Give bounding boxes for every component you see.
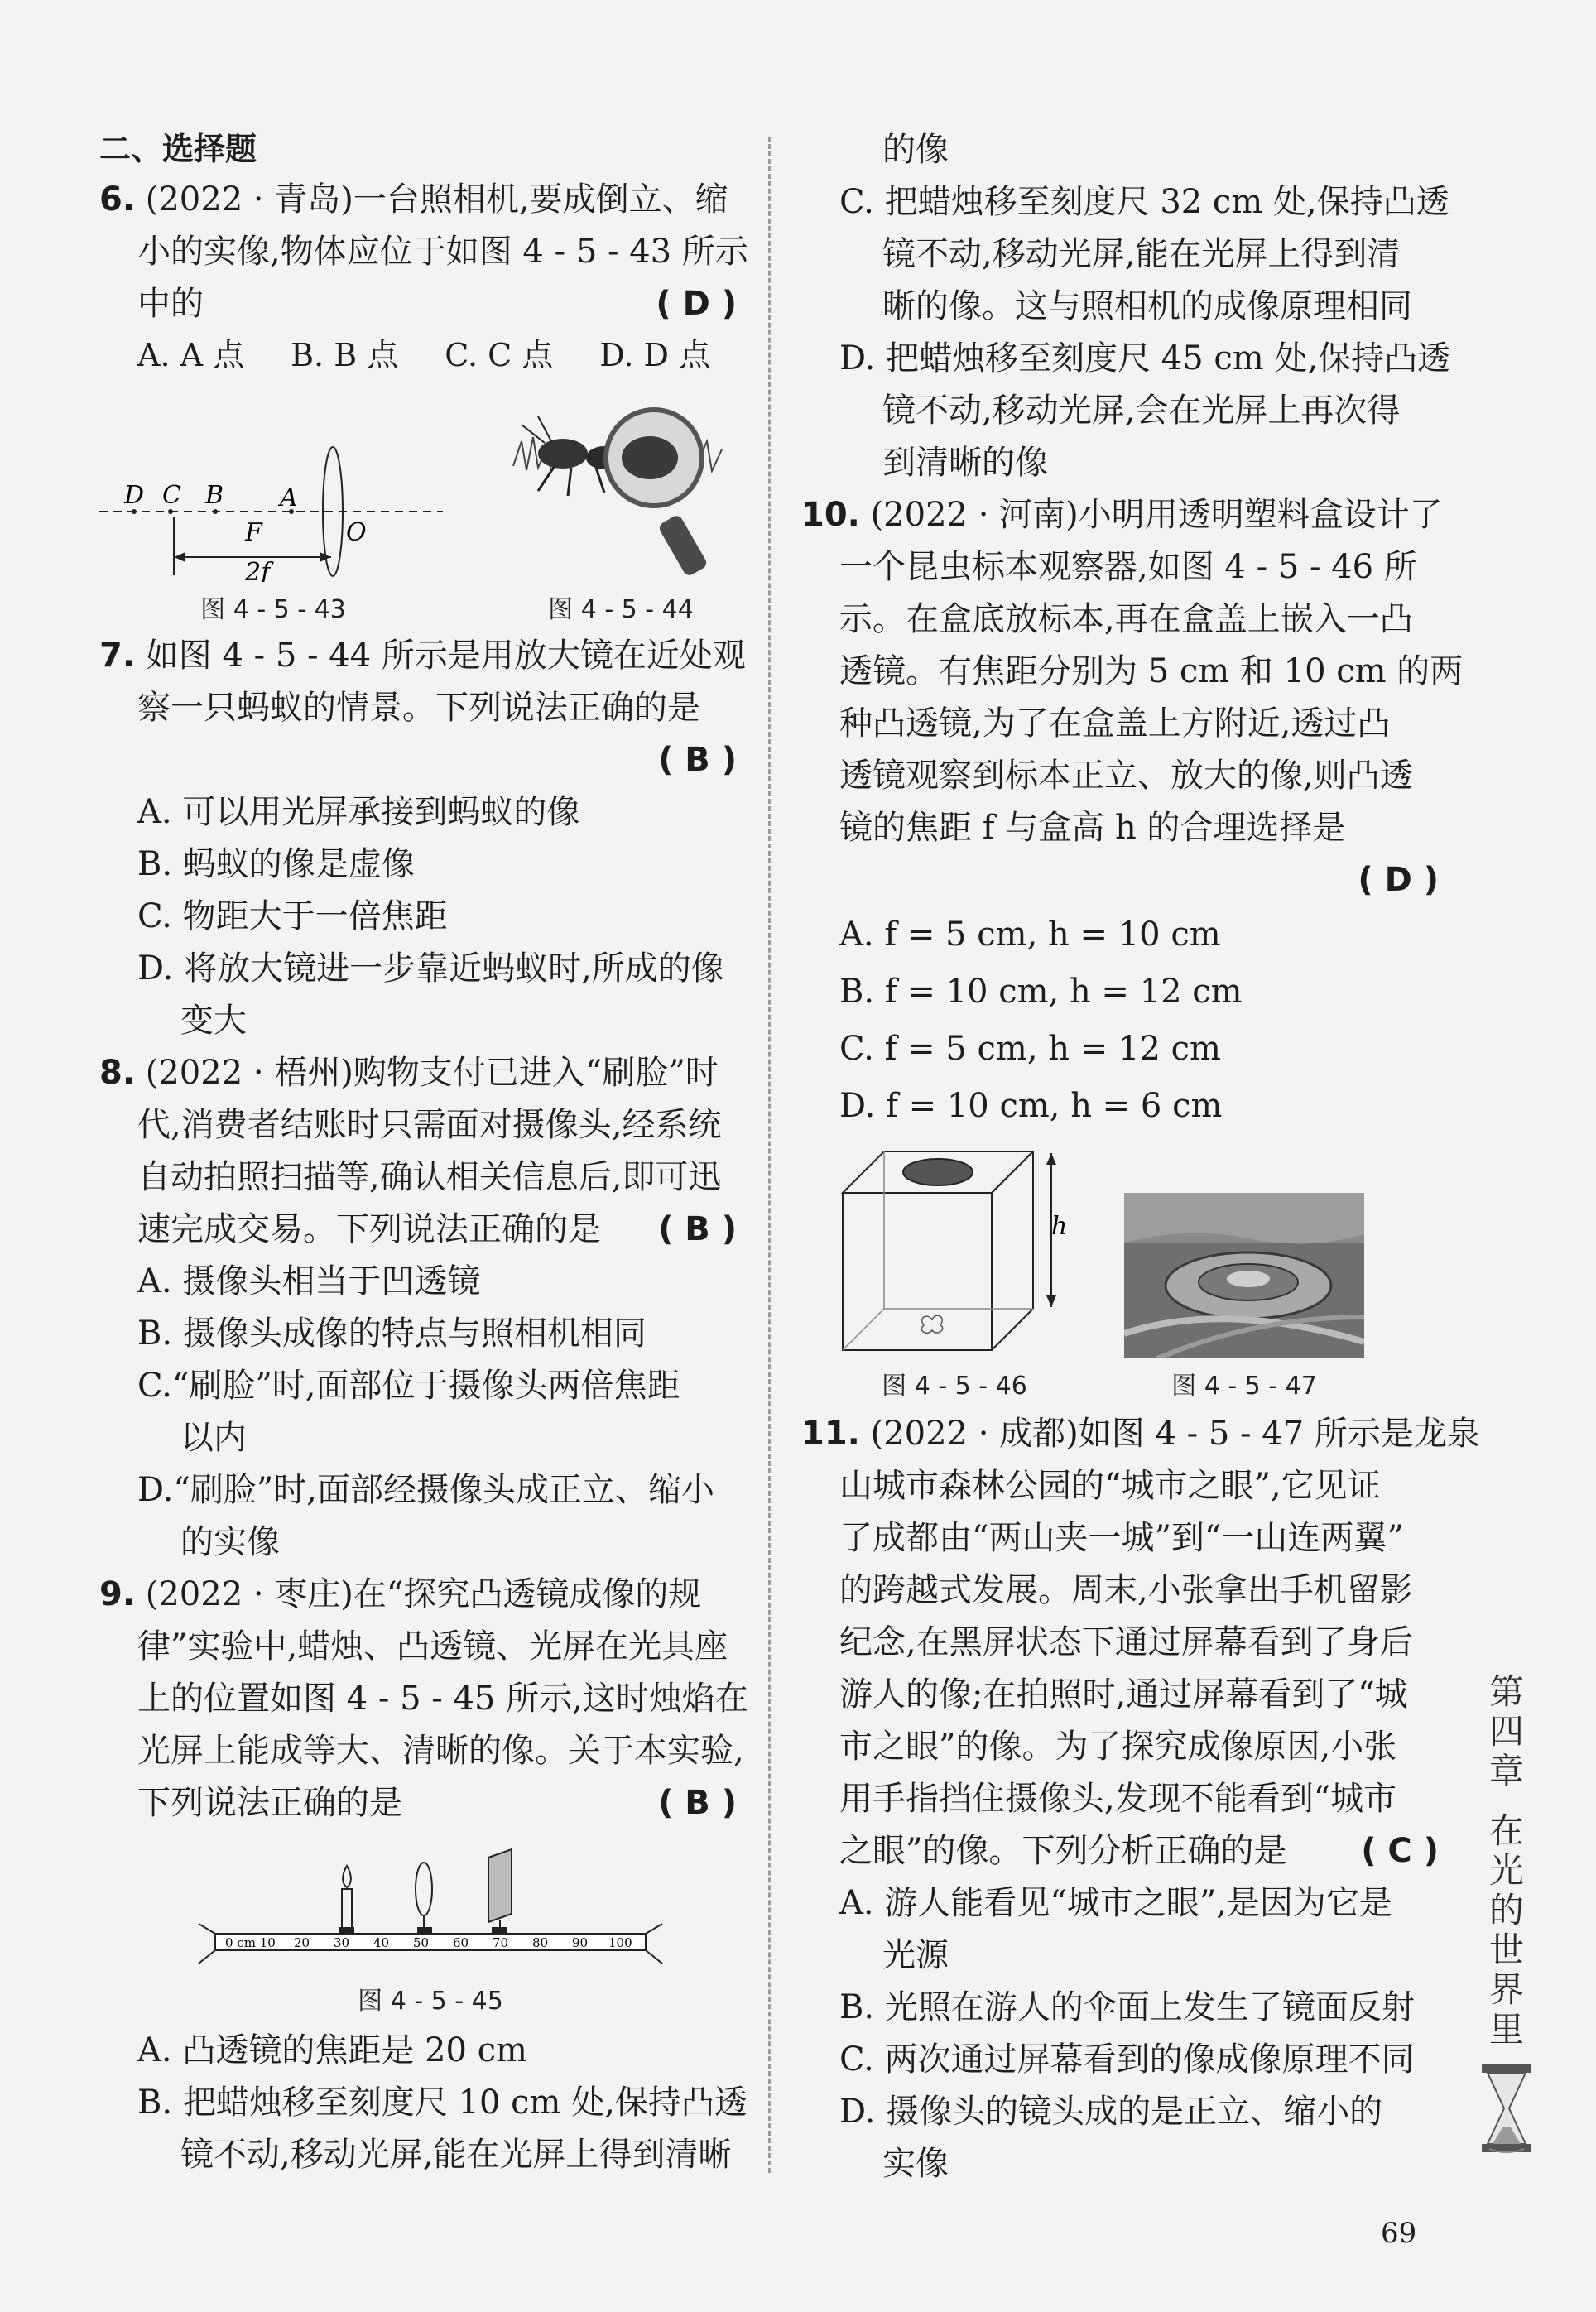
question-text: 透镜观察到标本正立、放大的像,则凸透: [839, 757, 1413, 795]
option-continuation: 镜不动,移动光屏,能在光屏上得到清晰: [180, 2136, 732, 2174]
option-continuation: 以内: [180, 1419, 247, 1457]
question-number: 10.: [801, 496, 860, 534]
figure-4-5-47: [1124, 1193, 1364, 1401]
question-text: (2022 · 河南)小明用透明塑料盒设计了: [870, 496, 1443, 534]
figure-4-5-43: [99, 433, 447, 625]
figure-4-5-45: [190, 1841, 671, 2016]
option-continuation: 的像: [882, 131, 949, 169]
question-6: [99, 174, 748, 380]
option-continuation: 晰的像。这与照相机的成像原理相同: [882, 287, 1412, 325]
tick-label: 100: [608, 1935, 632, 1950]
figure-caption: 图 4 - 5 - 43: [200, 595, 346, 624]
question-text: 下列说法正确的是: [137, 1784, 402, 1822]
tick-label: 0 cm 10: [225, 1935, 276, 1950]
left-column: [99, 124, 748, 2181]
question-text: 中的: [137, 285, 204, 323]
question-10: [801, 489, 1464, 1135]
option-c: C. 物距大于一倍焦距: [137, 897, 448, 935]
question-text: 律”实验中,蜡烛、凸透镜、光屏在光具座: [137, 1627, 728, 1666]
option-a: A. 凸透镜的焦距是 20 cm: [137, 2031, 527, 2069]
section-heading: 二、选择题: [99, 131, 257, 167]
label-b: B: [205, 481, 224, 510]
chapter-number: 第 四 章: [1488, 1671, 1524, 1791]
question-8: [99, 1047, 745, 1569]
option-continuation: 变大: [180, 1002, 247, 1040]
question-text: 山城市森林公园的“城市之眼”,它见证: [839, 1467, 1381, 1505]
option-c: C.“刷脸”时,面部位于摄像头两倍焦距: [137, 1367, 680, 1405]
option-a: A. 可以用光屏承接到蚂蚁的像: [137, 793, 580, 831]
option-c: C. 两次通过屏幕看到的像成像原理不同: [839, 2040, 1415, 2079]
question-text: 一个昆虫标本观察器,如图 4 - 5 - 46 所: [839, 548, 1417, 586]
option-b: B. B 点: [291, 337, 399, 373]
question-text: 自动拍照扫描等,确认相关信息后,即可迅: [137, 1158, 722, 1196]
answer: ( D ): [656, 285, 737, 323]
option-c: C. f = 5 cm, h = 12 cm: [839, 1030, 1221, 1068]
question-text: (2022 · 梧州)购物支付已进入“刷脸”时: [145, 1054, 719, 1092]
option-continuation: 镜不动,移动光屏,能在光屏上得到清: [882, 235, 1401, 273]
city-eye-photo: [1124, 1193, 1364, 1358]
question-11: [801, 1408, 1480, 2190]
option-d: D. f = 10 cm, h = 6 cm: [839, 1087, 1223, 1125]
answer: ( B ): [658, 1210, 737, 1248]
option-b: B. f = 10 cm, h = 12 cm: [839, 973, 1243, 1011]
option-c: C. 把蜡烛移至刻度尺 32 cm 处,保持凸透: [839, 183, 1449, 221]
label-o: O: [346, 518, 367, 547]
question-text: 市之眼”的像。为了探究成像原因,小张: [839, 1728, 1397, 1766]
question-text: 用手指挡住摄像头,发现不能看到“城市: [839, 1780, 1397, 1818]
figure-4-5-46: [834, 1143, 1074, 1401]
question-9-continued: [801, 124, 1451, 489]
specimen-box-diagram: [834, 1143, 1074, 1358]
question-text: 镜的焦距 f 与盒高 h 的合理选择是: [839, 809, 1346, 847]
question-text: 光屏上能成等大、清晰的像。关于本实验,: [137, 1732, 744, 1770]
option-continuation: 镜不动,移动光屏,会在光屏上再次得: [882, 392, 1401, 430]
question-text: 小的实像,物体应位于如图 4 - 5 - 43 所示: [137, 233, 748, 271]
question-text: 透镜。有焦距分别为 5 cm 和 10 cm 的两: [839, 652, 1464, 690]
question-text: 纪念,在黑屏状态下通过屏幕看到了身后: [839, 1623, 1413, 1661]
option-continuation: 实像: [882, 2145, 949, 2183]
question-text: 察一只蚂蚁的情景。下列说法正确的是: [137, 689, 700, 727]
option-a: A. 摄像头相当于凹透镜: [137, 1262, 481, 1300]
question-9: [99, 1569, 748, 2181]
question-number: 8.: [99, 1054, 136, 1092]
hourglass-icon: [1478, 2063, 1536, 2154]
question-text: 示。在盒底放标本,再在盒盖上嵌入一凸: [839, 600, 1413, 638]
answer: ( D ): [1358, 861, 1439, 899]
option-a: A. A 点: [137, 337, 245, 373]
option-a: A. f = 5 cm, h = 10 cm: [839, 916, 1221, 954]
option-c: C. C 点: [445, 337, 554, 373]
figure-4-5-44: [505, 392, 737, 625]
answer: ( C ): [1361, 1832, 1439, 1870]
question-text: 种凸透镜,为了在盒盖上方附近,透过凸: [839, 704, 1391, 743]
tick-label: 30: [334, 1935, 350, 1950]
option-b: B. 把蜡烛移至刻度尺 10 cm 处,保持凸透: [137, 2084, 748, 2122]
tick-label: 50: [413, 1935, 430, 1950]
option-d: D. 将放大镜进一步靠近蚂蚁时,所成的像: [137, 949, 724, 988]
question-text: (2022 · 枣庄)在“探究凸透镜成像的规: [145, 1575, 702, 1613]
question-text: 游人的像;在拍照时,通过屏幕看到了“城: [839, 1675, 1408, 1714]
answer: ( B ): [658, 1784, 737, 1822]
tick-label: 60: [453, 1935, 469, 1950]
option-continuation: 的实像: [180, 1523, 280, 1561]
question-number: 9.: [99, 1575, 136, 1613]
chapter-sidebar: [1467, 1672, 1546, 2157]
question-number: 11.: [801, 1415, 860, 1453]
question-text: 了成都由“两山夹一城”到“一山连两翼”: [839, 1519, 1404, 1557]
question-number: 7.: [99, 637, 136, 675]
question-text: 上的位置如图 4 - 5 - 45 所示,这时烛焰在: [137, 1680, 748, 1718]
option-b: B. 光照在游人的伞面上发生了镜面反射: [839, 1988, 1415, 2026]
page-number: 69: [1381, 2217, 1417, 2250]
tick-label: 80: [532, 1935, 549, 1950]
figure-row-43-44: [99, 392, 745, 625]
question-text: (2022 · 青岛)一台照相机,要成倒立、缩: [145, 180, 728, 219]
option-d: D.“刷脸”时,面部经摄像头成正立、缩小: [137, 1471, 714, 1509]
question-7: [99, 630, 745, 1047]
tick-label: 20: [294, 1935, 310, 1950]
option-continuation: 光源: [882, 1936, 949, 1974]
lens-axis-diagram: [99, 433, 447, 582]
label-2f: 2f: [245, 558, 271, 582]
magnifier-ant-illustration: [505, 392, 737, 582]
figure-caption: 图 4 - 5 - 47: [1171, 1372, 1317, 1401]
optical-bench-diagram: [190, 1841, 671, 1965]
tick-label: 90: [572, 1935, 589, 1950]
answer: ( B ): [658, 741, 737, 779]
option-b: B. 摄像头成像的特点与照相机相同: [137, 1315, 647, 1353]
option-continuation: 到清晰的像: [882, 444, 1048, 482]
figure-caption: 图 4 - 5 - 44: [548, 595, 694, 624]
option-d: D. D 点: [599, 337, 711, 373]
figure-caption: 图 4 - 5 - 45: [358, 1987, 503, 2016]
tick-label: 40: [373, 1935, 390, 1950]
question-text: 速完成交易。下列说法正确的是: [137, 1210, 601, 1248]
option-b: B. 蚂蚁的像是虚像: [137, 845, 415, 883]
question-text: 之眼”的像。下列分析正确的是: [839, 1832, 1287, 1870]
chapter-title: 在 光 的 世 界 里: [1488, 1810, 1524, 2050]
question-text: 的跨越式发展。周末,小张拿出手机留影: [839, 1571, 1413, 1609]
figure-caption: 图 4 - 5 - 46: [882, 1372, 1027, 1401]
figure-row-46-47: [834, 1143, 1364, 1401]
question-text: 如图 4 - 5 - 44 所示是用放大镜在近处观: [145, 637, 746, 675]
option-a: A. 游人能看见“城市之眼”,是因为它是: [839, 1884, 1392, 1922]
right-column: [801, 124, 1480, 2190]
question-text: (2022 · 成都)如图 4 - 5 - 47 所示是龙泉: [870, 1415, 1480, 1453]
tick-label: 70: [493, 1935, 509, 1950]
label-c: C: [162, 481, 181, 510]
column-divider: [768, 137, 771, 2173]
option-d: D. 把蜡烛移至刻度尺 45 cm 处,保持凸透: [839, 339, 1451, 377]
question-number: 6.: [99, 180, 136, 219]
label-a: A: [280, 483, 298, 512]
label-d: D: [124, 481, 145, 510]
label-h: h: [1051, 1212, 1068, 1241]
option-d: D. 摄像头的镜头成的是正立、缩小的: [839, 2093, 1383, 2131]
label-f-point: F: [245, 518, 262, 547]
question-text: 代,消费者结账时只需面对摄像头,经系统: [137, 1106, 722, 1144]
